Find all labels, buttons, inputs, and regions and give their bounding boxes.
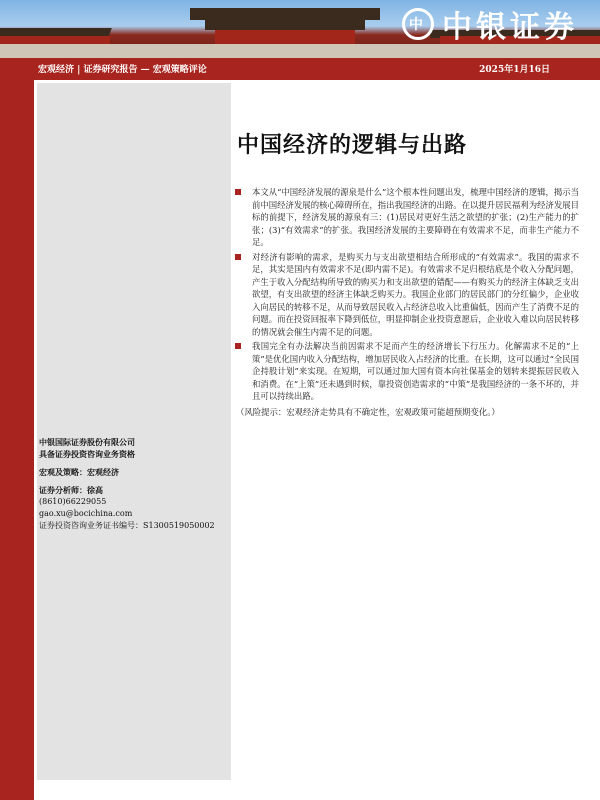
summary-bullet bbox=[234, 340, 579, 403]
brand-logo bbox=[402, 2, 578, 46]
company-qualification: 具备证券投资咨询业务资格 bbox=[39, 449, 135, 459]
stone-plaza bbox=[0, 44, 600, 58]
header-banner bbox=[0, 0, 600, 58]
roof-shape bbox=[205, 20, 365, 30]
summary-section bbox=[234, 186, 579, 418]
report-date: 2025年1月16日 bbox=[479, 65, 550, 75]
roof-shape bbox=[190, 8, 380, 20]
bullet-square-icon bbox=[235, 254, 241, 260]
analyst-name: 证券分析师：徐高 bbox=[39, 485, 103, 495]
summary-bullet bbox=[234, 186, 579, 249]
risk-note: （风险提示：宏观经济走势具有不确定性，宏观政策可能超预期变化。） bbox=[236, 406, 500, 417]
report-category: 宏观经济 | 证券研究报告 — 宏观策略评论 bbox=[38, 65, 207, 75]
bullet-text: 对经济有影响的需求，是购买力与支出欲望相结合所形成的“有效需求”。我国的需求不足，其实是国内有效需求不足(即内需不足)。有效需求不足归根结底是个收入分配问题，产生于收入分配结构所导致的购买力和支出欲望的错配——有购买力的经济主体缺乏支出欲望，有支出欲望的经济主体缺乏购买力。我国企业部门的居民部门的分红偏少，企业收入向居民的转移不足，从而导致居民收入占经济总收入比重偏低，因而产生了消费不足的问题。而在投资回报率下降到低位，明显抑制企业投资意愿后，企业收入难以向居民转移的情况就会催生内需不足的问题。 bbox=[252, 251, 579, 337]
analyst-info bbox=[39, 436, 239, 532]
bullet-square-icon bbox=[235, 343, 241, 349]
bullet-text: 我国完全有办法解决当前因需求不足而产生的经济增长下行压力。化解需求不足的“上策”是优化国内收入分配结构，增加居民收入占经济的比重。在长期，这可以通过“全民国企持股计划”来实现。在短期，可以通过加大国有资本向社保基金的划转来提振居民收入和消费。在“上策”还未遇到时候，靠投资创造需求的“中策”是我国经济的一条不坏的，并且可以持续出路。 bbox=[252, 341, 579, 401]
sidebar-panel bbox=[37, 83, 231, 780]
bullet-square-icon bbox=[235, 189, 241, 195]
company-name: 中银国际证券股份有限公司 bbox=[39, 437, 135, 447]
boc-logo-icon: 中 bbox=[402, 8, 434, 40]
analyst-license: 证券投资咨询业务证书编号：S1300519050002 bbox=[39, 521, 215, 530]
left-red-stripe bbox=[0, 80, 34, 800]
page-title: 中国经济的逻辑与出路 bbox=[237, 132, 468, 158]
strategy-label: 宏观及策略：宏观经济 bbox=[39, 467, 119, 477]
hall-wall bbox=[215, 30, 355, 44]
analyst-email[interactable]: gao.xu@bocichina.com bbox=[39, 509, 133, 518]
brand-name: 中银证券 bbox=[442, 10, 578, 45]
bullet-text: 本文从“中国经济发展的源泉是什么”这个根本性问题出发，梳理中国经济的逻辑，揭示当前中国经济发展的核心障碍所在，指出我国经济的出路。在以提升居民福利为经济发展目标的前提下，经济发展的源泉有三：(1)居民对更好生活之欲望的扩张；(2)生产能力的扩张；(3)“有效需求”的扩张。我国经济发展的主要障碍在有效需求不足，而非生产能力不足。 bbox=[252, 187, 579, 247]
report-category-bar bbox=[0, 58, 600, 80]
summary-bullet bbox=[234, 251, 579, 339]
analyst-phone: (8610)66229055 bbox=[39, 497, 107, 506]
